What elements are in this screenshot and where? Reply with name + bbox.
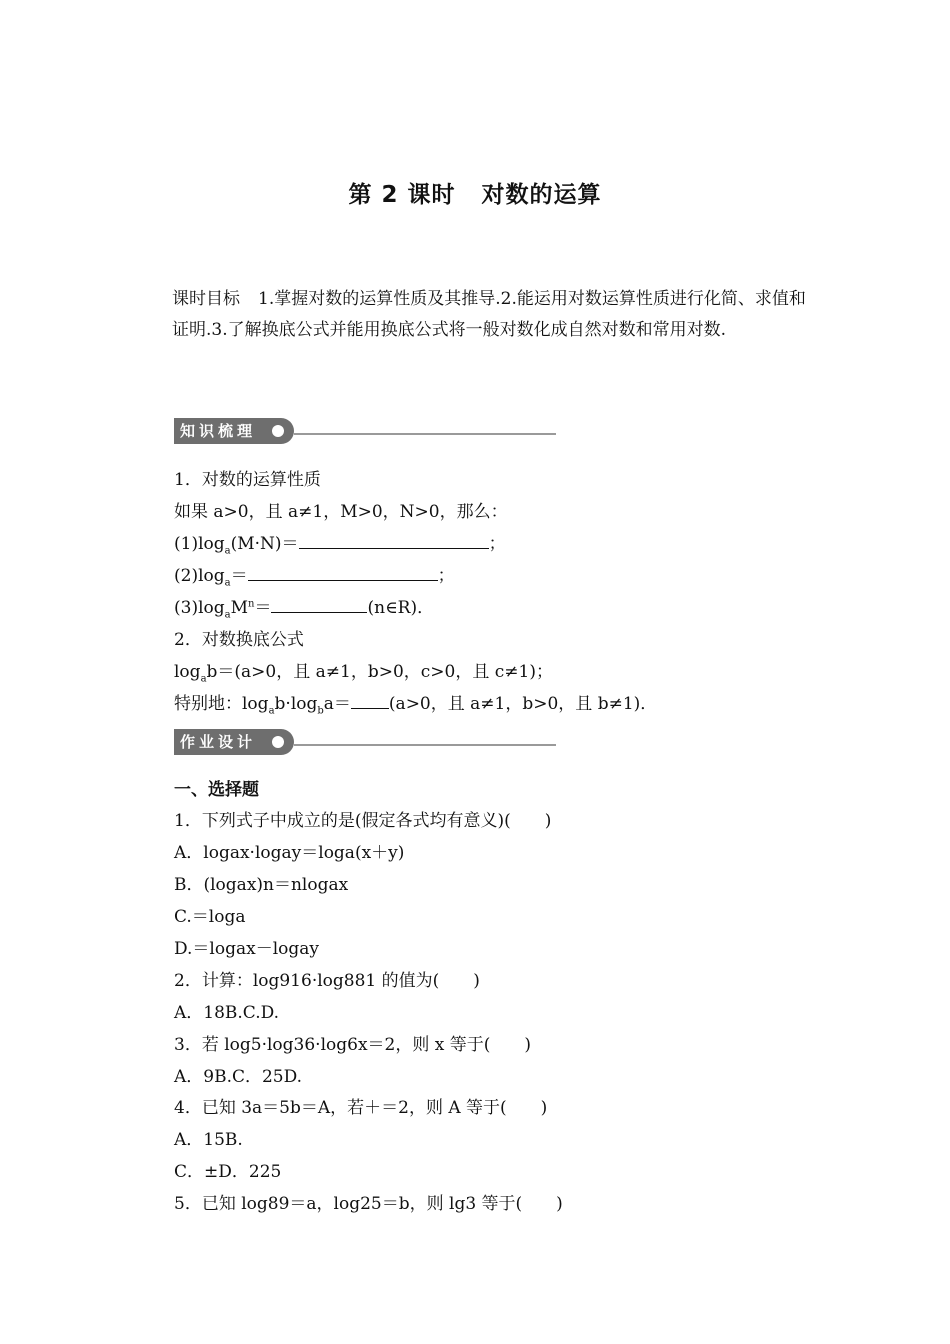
q1-option-c: C.＝loga — [174, 907, 246, 927]
property-3: $(3)\log_aM^n=$ (n∈R)． — [174, 598, 435, 621]
lesson-goals — [172, 284, 817, 346]
answer-blank[interactable] — [248, 564, 438, 581]
q2-options: A．18B.C.D. — [174, 1003, 280, 1023]
knowledge-heading-1: 1．对数的运算性质 — [174, 470, 321, 490]
homework-heading: 一、选择题 — [174, 780, 259, 800]
section-knowledge-header — [174, 418, 556, 444]
title-topic: 对数的运算 — [481, 182, 602, 208]
bullet-icon — [272, 425, 284, 437]
q1-option-d: D.＝logax－logay — [174, 939, 319, 959]
q3-options: A．9B.C．25D. — [174, 1067, 303, 1087]
question-1: 1．下列式子中成立的是(假定各式均有意义)( ) — [174, 811, 552, 831]
question-2: 2．计算：log916·log881 的值为( ) — [174, 971, 480, 991]
bullet-icon — [272, 736, 284, 748]
goals-text: 1.掌握对数的运算性质及其推导.2.能运用对数运算性质进行化简、求值和证明.3.了解换底公式并能用换底公式将一般对数化成自然对数和常用对数. — [172, 289, 806, 340]
divider — [294, 433, 556, 435]
question-3: 3．若 log5·log36·log6x＝2，则 x 等于( ) — [174, 1035, 532, 1055]
section-knowledge-label: 知识梳理 — [174, 418, 294, 444]
special-case-formula: 特别地：$\log_ab\cdot\log_ba= (a>0$，且 a≠1，b>0，且 b≠1)． — [174, 694, 658, 717]
section-homework-header — [174, 729, 556, 755]
section-homework-label: 作业设计 — [174, 729, 294, 755]
property-2: $(2)\log_a=$ ； — [174, 566, 455, 589]
knowledge-condition: 如果 a>0，且 a≠1，M>0，N>0，那么： — [174, 502, 508, 522]
answer-blank[interactable] — [351, 692, 389, 709]
q4-options-cd: C．±D．225 — [174, 1162, 282, 1182]
q1-option-b: B．(logax)n＝nlogax — [174, 875, 349, 895]
answer-blank[interactable] — [271, 596, 367, 613]
page-title — [0, 176, 950, 209]
knowledge-heading-2: 2．对数换底公式 — [174, 630, 304, 650]
question-5: 5．已知 log89＝a，log25＝b，则 lg3 等于( ) — [174, 1194, 563, 1214]
goals-label: 课时目标 — [172, 289, 240, 309]
answer-blank[interactable] — [299, 532, 489, 549]
q4-options-ab: A．15B. — [174, 1130, 243, 1150]
title-lesson: 第 2 课时 — [348, 182, 456, 208]
property-1: $(1)\log_a(M\cdot N)=$ ； — [174, 534, 506, 557]
question-4: 4．已知 3a＝5b＝A，若＋＝2，则 A 等于( ) — [174, 1098, 548, 1118]
divider — [294, 744, 556, 746]
q1-option-a: A．logax·logay＝loga(x＋y) — [174, 843, 405, 863]
change-of-base-formula: $\log_ab=(a>0$，且 a≠1，b>0，c>0，且 c≠1)； — [174, 662, 553, 685]
